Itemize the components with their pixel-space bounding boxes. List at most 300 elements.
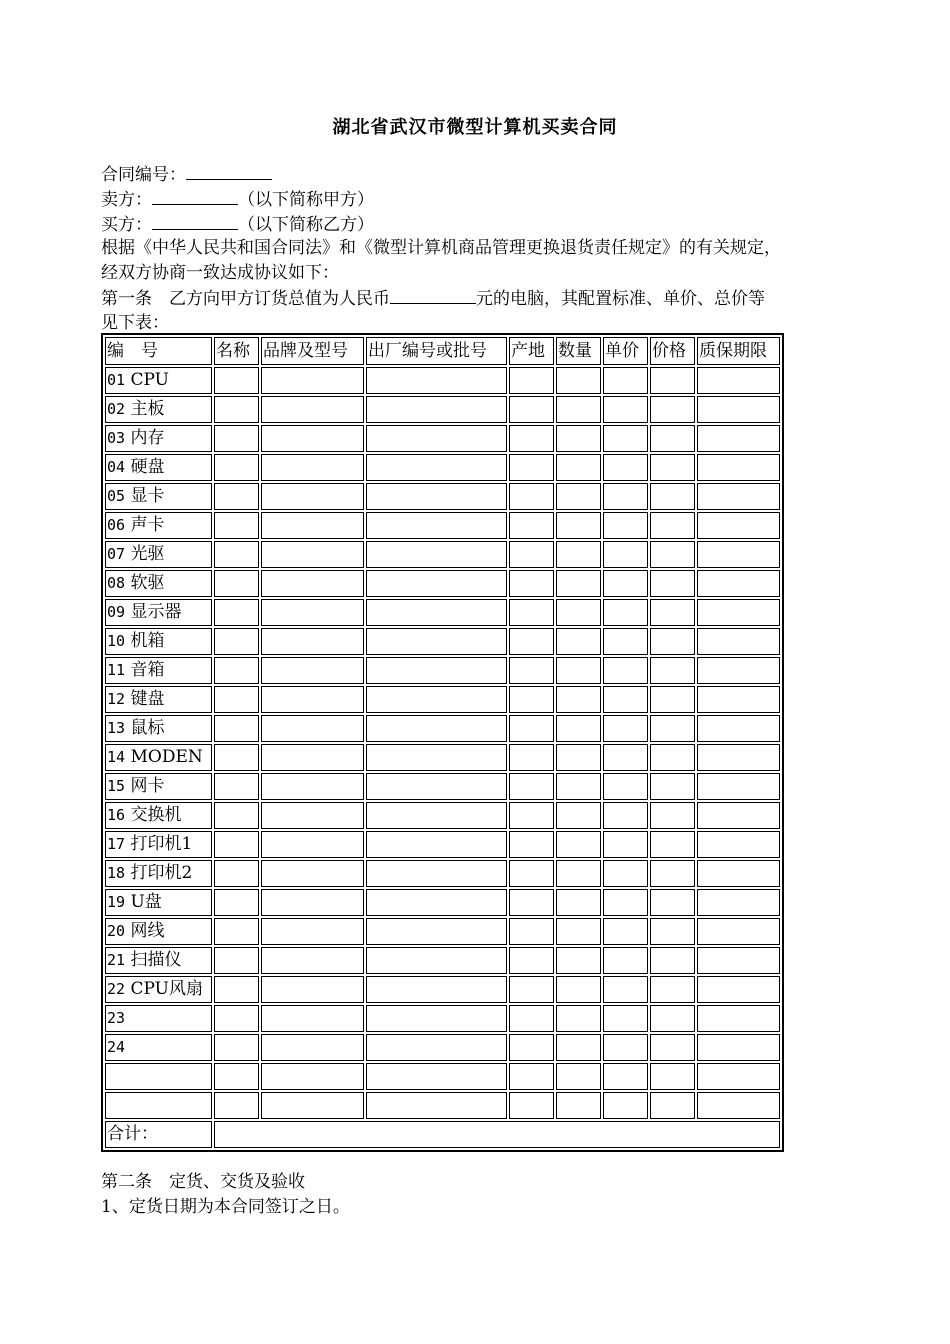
input-cell[interactable] [697, 1034, 780, 1061]
input-cell[interactable] [650, 367, 695, 394]
input-cell[interactable] [650, 889, 695, 916]
item-cell [105, 947, 212, 974]
item-name: 内存 [130, 428, 165, 448]
table-row [105, 1063, 780, 1090]
item-number: 10 [107, 632, 126, 650]
input-cell[interactable] [214, 889, 259, 916]
input-cell[interactable] [650, 570, 695, 597]
input-cell[interactable] [214, 686, 259, 713]
input-cell[interactable] [697, 367, 780, 394]
header-cell: 价格 [650, 337, 695, 365]
input-cell[interactable] [366, 715, 507, 742]
input-cell[interactable] [261, 454, 364, 481]
item-number: 04 [107, 458, 126, 476]
input-cell[interactable] [556, 860, 601, 887]
input-cell[interactable] [509, 1034, 554, 1061]
input-cell[interactable] [697, 686, 780, 713]
input-cell[interactable] [261, 947, 364, 974]
item-cell [105, 454, 212, 481]
item-number: 02 [107, 400, 126, 418]
input-cell[interactable] [556, 1092, 601, 1119]
input-cell[interactable] [261, 831, 364, 858]
item-name: MODEN [130, 747, 203, 767]
item-name: 网线 [130, 921, 165, 941]
input-cell[interactable] [214, 657, 259, 684]
table-row [105, 425, 780, 452]
input-cell[interactable] [556, 483, 601, 510]
input-cell[interactable] [556, 541, 601, 568]
input-cell[interactable] [509, 628, 554, 655]
input-cell[interactable] [556, 715, 601, 742]
input-cell[interactable] [366, 947, 507, 974]
table-row [105, 947, 780, 974]
article-1-line-2: 见下表： [101, 313, 169, 333]
contract-number-blank[interactable] [186, 162, 272, 180]
input-cell[interactable] [509, 541, 554, 568]
input-cell[interactable] [697, 657, 780, 684]
input-cell[interactable] [261, 918, 364, 945]
input-cell[interactable] [697, 512, 780, 539]
input-cell[interactable] [697, 1063, 780, 1090]
input-cell[interactable] [366, 483, 507, 510]
input-cell[interactable] [697, 889, 780, 916]
input-cell[interactable] [556, 454, 601, 481]
input-cell[interactable] [261, 715, 364, 742]
input-cell[interactable] [214, 947, 259, 974]
input-cell[interactable] [509, 483, 554, 510]
header-cell: 名称 [214, 337, 259, 365]
seller-note: （以下简称甲方） [238, 190, 374, 210]
table-row [105, 744, 780, 771]
input-cell[interactable] [556, 512, 601, 539]
item-cell [105, 628, 212, 655]
input-cell[interactable] [509, 425, 554, 452]
input-cell[interactable] [366, 367, 507, 394]
intro-line-1: 根据《中华人民共和国合同法》和《微型计算机商品管理更换退货责任规定》的有关规定， [101, 238, 781, 258]
item-cell [105, 1034, 212, 1061]
header-cell: 数量 [556, 337, 601, 365]
input-cell[interactable] [650, 686, 695, 713]
input-cell[interactable] [556, 570, 601, 597]
input-cell[interactable] [603, 1034, 648, 1061]
input-cell[interactable] [509, 744, 554, 771]
input-cell[interactable] [261, 541, 364, 568]
input-cell[interactable] [509, 454, 554, 481]
input-cell[interactable] [697, 918, 780, 945]
input-cell[interactable] [509, 831, 554, 858]
input-cell[interactable] [214, 1005, 259, 1032]
item-number: 14 [107, 748, 126, 766]
input-cell[interactable] [214, 483, 259, 510]
input-cell[interactable] [556, 889, 601, 916]
input-cell[interactable] [366, 831, 507, 858]
input-cell[interactable] [261, 396, 364, 423]
input-cell[interactable] [509, 860, 554, 887]
input-cell[interactable] [261, 483, 364, 510]
input-cell[interactable] [214, 1063, 259, 1090]
input-cell[interactable] [697, 570, 780, 597]
input-cell[interactable] [603, 947, 648, 974]
item-number: 21 [107, 951, 126, 969]
input-cell[interactable] [214, 570, 259, 597]
input-cell[interactable] [261, 860, 364, 887]
input-cell[interactable] [697, 976, 780, 1003]
seller-label: 卖方： [101, 190, 152, 210]
input-cell[interactable] [261, 976, 364, 1003]
order-table [101, 333, 784, 1152]
item-name: 软驱 [130, 573, 165, 593]
input-cell[interactable] [650, 512, 695, 539]
input-cell[interactable] [261, 570, 364, 597]
input-cell[interactable] [556, 976, 601, 1003]
table-row [105, 802, 780, 829]
input-cell[interactable] [509, 512, 554, 539]
input-cell[interactable] [214, 744, 259, 771]
input-cell[interactable] [366, 425, 507, 452]
input-cell[interactable] [556, 802, 601, 829]
input-cell[interactable] [697, 860, 780, 887]
item-cell [105, 715, 212, 742]
item-cell [105, 570, 212, 597]
input-cell[interactable] [603, 367, 648, 394]
input-cell[interactable] [366, 512, 507, 539]
input-cell[interactable] [509, 947, 554, 974]
input-cell[interactable] [697, 541, 780, 568]
input-cell[interactable] [650, 657, 695, 684]
total-amount-blank[interactable] [390, 286, 476, 304]
input-cell[interactable] [650, 425, 695, 452]
input-cell[interactable] [261, 1005, 364, 1032]
input-cell[interactable] [650, 918, 695, 945]
input-cell[interactable] [214, 831, 259, 858]
item-number: 11 [107, 661, 126, 679]
input-cell[interactable] [214, 1034, 259, 1061]
header-cell: 质保期限 [697, 337, 780, 365]
input-cell[interactable] [366, 628, 507, 655]
item-name: 键盘 [130, 689, 165, 709]
input-cell[interactable] [214, 918, 259, 945]
item-name: 机箱 [130, 631, 165, 651]
item-cell [105, 860, 212, 887]
input-cell[interactable] [261, 367, 364, 394]
input-cell[interactable] [650, 1005, 695, 1032]
input-cell[interactable] [603, 715, 648, 742]
input-cell[interactable] [603, 425, 648, 452]
input-cell[interactable] [650, 599, 695, 626]
total-value-cell[interactable] [214, 1121, 780, 1148]
table-row [105, 889, 780, 916]
input-cell[interactable] [697, 715, 780, 742]
item-number: 13 [107, 719, 126, 737]
input-cell[interactable] [214, 599, 259, 626]
input-cell[interactable] [603, 1005, 648, 1032]
input-cell[interactable] [261, 599, 364, 626]
input-cell[interactable] [603, 396, 648, 423]
input-cell[interactable] [556, 918, 601, 945]
table-row [105, 976, 780, 1003]
table-row [105, 570, 780, 597]
input-cell[interactable] [697, 831, 780, 858]
input-cell[interactable] [697, 802, 780, 829]
input-cell[interactable] [650, 744, 695, 771]
input-cell[interactable] [556, 1063, 601, 1090]
buyer-label: 买方： [101, 215, 152, 235]
input-cell[interactable] [603, 860, 648, 887]
input-cell[interactable] [603, 541, 648, 568]
table-row [105, 1092, 780, 1119]
article-2-heading: 第二条 定货、交货及验收 [101, 1172, 305, 1192]
item-name: U盘 [130, 892, 162, 912]
input-cell[interactable] [697, 425, 780, 452]
input-cell[interactable] [261, 628, 364, 655]
input-cell[interactable] [556, 686, 601, 713]
item-number: 15 [107, 777, 126, 795]
input-cell[interactable] [697, 599, 780, 626]
header-cell: 单价 [603, 337, 648, 365]
item-name: 打印机1 [130, 834, 193, 854]
input-cell[interactable] [556, 367, 601, 394]
input-cell[interactable] [214, 715, 259, 742]
item-number: 19 [107, 893, 126, 911]
input-cell[interactable] [261, 1063, 364, 1090]
table-row [105, 541, 780, 568]
input-cell[interactable] [603, 744, 648, 771]
input-cell[interactable] [366, 744, 507, 771]
table-row [105, 1034, 780, 1061]
contract-number-line [101, 162, 272, 187]
input-cell[interactable] [366, 1092, 507, 1119]
input-cell[interactable] [261, 802, 364, 829]
input-cell[interactable] [214, 802, 259, 829]
header-cell: 编 号 [105, 337, 212, 365]
input-cell[interactable] [261, 773, 364, 800]
input-cell[interactable] [366, 599, 507, 626]
input-cell[interactable] [556, 947, 601, 974]
input-cell[interactable] [509, 976, 554, 1003]
item-cell [105, 918, 212, 945]
input-cell[interactable] [214, 367, 259, 394]
total-row [105, 1121, 780, 1148]
item-cell [105, 541, 212, 568]
input-cell[interactable] [261, 1034, 364, 1061]
item-name: 显卡 [130, 486, 165, 506]
item-number: 18 [107, 864, 126, 882]
input-cell[interactable] [650, 976, 695, 1003]
input-cell[interactable] [650, 1092, 695, 1119]
input-cell[interactable] [650, 483, 695, 510]
input-cell[interactable] [650, 773, 695, 800]
input-cell[interactable] [366, 541, 507, 568]
input-cell[interactable] [261, 512, 364, 539]
input-cell[interactable] [603, 628, 648, 655]
input-cell[interactable] [603, 1092, 648, 1119]
item-cell [105, 657, 212, 684]
input-cell[interactable] [556, 773, 601, 800]
input-cell[interactable] [509, 773, 554, 800]
item-cell [105, 1092, 212, 1119]
input-cell[interactable] [650, 454, 695, 481]
input-cell[interactable] [697, 454, 780, 481]
input-cell[interactable] [261, 1092, 364, 1119]
input-cell[interactable] [603, 599, 648, 626]
input-cell[interactable] [603, 686, 648, 713]
input-cell[interactable] [556, 744, 601, 771]
input-cell[interactable] [261, 657, 364, 684]
input-cell[interactable] [697, 744, 780, 771]
input-cell[interactable] [603, 483, 648, 510]
input-cell[interactable] [603, 918, 648, 945]
input-cell[interactable] [603, 512, 648, 539]
input-cell[interactable] [650, 541, 695, 568]
item-number: 03 [107, 429, 126, 447]
input-cell[interactable] [214, 976, 259, 1003]
input-cell[interactable] [556, 425, 601, 452]
input-cell[interactable] [366, 918, 507, 945]
input-cell[interactable] [697, 773, 780, 800]
item-cell [105, 744, 212, 771]
item-number: 22 [107, 980, 126, 998]
item-cell [105, 512, 212, 539]
input-cell[interactable] [509, 802, 554, 829]
contract-title: 湖北省武汉市微型计算机买卖合同 [332, 117, 618, 138]
input-cell[interactable] [697, 1092, 780, 1119]
input-cell[interactable] [556, 831, 601, 858]
input-cell[interactable] [261, 889, 364, 916]
seller-line [101, 187, 374, 212]
input-cell[interactable] [556, 599, 601, 626]
input-cell[interactable] [603, 657, 648, 684]
input-cell[interactable] [650, 1034, 695, 1061]
header-cell: 品牌及型号 [261, 337, 364, 365]
table-row [105, 367, 780, 394]
input-cell[interactable] [509, 396, 554, 423]
table-row [105, 396, 780, 423]
input-cell[interactable] [650, 831, 695, 858]
input-cell[interactable] [214, 541, 259, 568]
item-name: 扫描仪 [130, 950, 182, 970]
item-name: 光驱 [130, 544, 165, 564]
item-name: 打印机2 [130, 863, 193, 883]
input-cell[interactable] [509, 570, 554, 597]
input-cell[interactable] [261, 744, 364, 771]
input-cell[interactable] [650, 1063, 695, 1090]
input-cell[interactable] [366, 657, 507, 684]
input-cell[interactable] [366, 1005, 507, 1032]
input-cell[interactable] [556, 628, 601, 655]
input-cell[interactable] [366, 889, 507, 916]
input-cell[interactable] [366, 570, 507, 597]
input-cell[interactable] [366, 454, 507, 481]
input-cell[interactable] [366, 773, 507, 800]
input-cell[interactable] [509, 686, 554, 713]
item-cell [105, 773, 212, 800]
input-cell[interactable] [650, 802, 695, 829]
input-cell[interactable] [556, 1005, 601, 1032]
input-cell[interactable] [697, 396, 780, 423]
intro-line-2: 经双方协商一致达成协议如下： [101, 263, 339, 283]
input-cell[interactable] [214, 425, 259, 452]
item-cell [105, 425, 212, 452]
input-cell[interactable] [650, 396, 695, 423]
input-cell[interactable] [603, 889, 648, 916]
input-cell[interactable] [509, 889, 554, 916]
input-cell[interactable] [366, 860, 507, 887]
input-cell[interactable] [603, 831, 648, 858]
input-cell[interactable] [261, 425, 364, 452]
clause-2-1: 1、定货日期为本合同签订之日。 [101, 1197, 350, 1217]
item-name: 声卡 [130, 515, 165, 535]
table-row [105, 1005, 780, 1032]
input-cell[interactable] [509, 599, 554, 626]
input-cell[interactable] [509, 1063, 554, 1090]
input-cell[interactable] [650, 860, 695, 887]
input-cell[interactable] [650, 715, 695, 742]
table-row [105, 628, 780, 655]
item-number: 06 [107, 516, 126, 534]
input-cell[interactable] [603, 570, 648, 597]
input-cell[interactable] [697, 947, 780, 974]
input-cell[interactable] [366, 1034, 507, 1061]
table-row [105, 831, 780, 858]
input-cell[interactable] [366, 976, 507, 1003]
item-number: 12 [107, 690, 126, 708]
input-cell[interactable] [366, 686, 507, 713]
input-cell[interactable] [556, 1034, 601, 1061]
input-cell[interactable] [509, 715, 554, 742]
input-cell[interactable] [650, 947, 695, 974]
input-cell[interactable] [509, 367, 554, 394]
article-1-text-a: 第一条 乙方向甲方订货总值为人民币 [101, 289, 390, 309]
buyer-blank[interactable] [152, 212, 238, 230]
item-name: 鼠标 [130, 718, 165, 738]
input-cell[interactable] [650, 628, 695, 655]
input-cell[interactable] [214, 628, 259, 655]
input-cell[interactable] [697, 483, 780, 510]
input-cell[interactable] [556, 657, 601, 684]
input-cell[interactable] [603, 454, 648, 481]
input-cell[interactable] [603, 976, 648, 1003]
input-cell[interactable] [603, 773, 648, 800]
table-row [105, 918, 780, 945]
item-name: CPU [130, 370, 169, 390]
item-number: 08 [107, 574, 126, 592]
seller-blank[interactable] [152, 187, 238, 205]
input-cell[interactable] [214, 454, 259, 481]
input-cell[interactable] [214, 773, 259, 800]
input-cell[interactable] [509, 1005, 554, 1032]
article-1-text-b: 元的电脑，其配置标准、单价、总价等 [476, 289, 765, 309]
input-cell[interactable] [214, 1092, 259, 1119]
input-cell[interactable] [366, 802, 507, 829]
input-cell[interactable] [603, 802, 648, 829]
input-cell[interactable] [261, 686, 364, 713]
input-cell[interactable] [214, 512, 259, 539]
input-cell[interactable] [214, 860, 259, 887]
input-cell[interactable] [556, 396, 601, 423]
input-cell[interactable] [214, 396, 259, 423]
input-cell[interactable] [509, 918, 554, 945]
input-cell[interactable] [697, 628, 780, 655]
item-cell [105, 976, 212, 1003]
input-cell[interactable] [366, 1063, 507, 1090]
item-name: 主板 [130, 399, 165, 419]
input-cell[interactable] [603, 1063, 648, 1090]
input-cell[interactable] [509, 657, 554, 684]
contract-number-label: 合同编号： [101, 165, 186, 185]
input-cell[interactable] [509, 1092, 554, 1119]
input-cell[interactable] [366, 396, 507, 423]
input-cell[interactable] [697, 1005, 780, 1032]
